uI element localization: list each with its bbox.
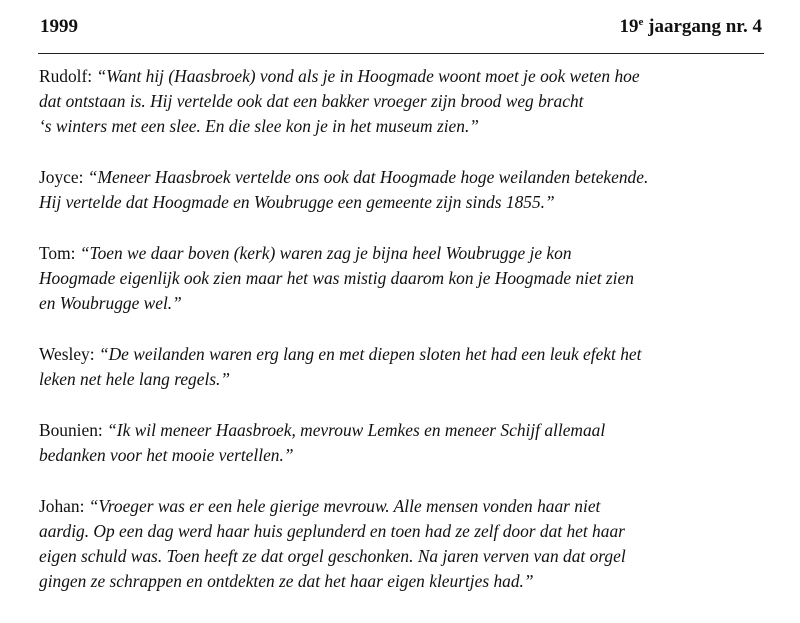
quote-text: “Vroeger was er een hele gierige mevrouw. Alle mensen vonden haar niet xyxy=(88,496,601,516)
header-divider xyxy=(38,53,764,54)
header-year: 1999 xyxy=(40,16,78,37)
speaker-name: Tom: xyxy=(39,243,76,263)
speaker-name: Joyce: xyxy=(39,167,84,187)
quote-line: bedanken voor het mooie vertellen.” xyxy=(39,445,294,465)
quote-line: eigen schuld was. Toen heeft ze dat orgel geschonken. Na jaren verven van dat orgel xyxy=(39,546,626,566)
quote-text: “Want hij (Haasbroek) vond als je in Hoogmade woont moet je ook weten hoe xyxy=(96,66,640,86)
quote-paragraph-bounien xyxy=(39,418,779,468)
quote-line: en Woubrugge wel.” xyxy=(39,293,182,313)
quote-line: gingen ze schrappen en ontdekten ze dat het haar eigen kleurtjes had.” xyxy=(39,571,534,591)
quote-text: “Toen we daar boven (kerk) waren zag je bijna heel Woubrugge je kon xyxy=(79,243,572,263)
quote-paragraph-joyce xyxy=(39,165,779,215)
quote-line: Hij vertelde dat Hoogmade en Woubrugge een gemeente zijn sinds 1855.” xyxy=(39,192,555,212)
speaker-name: Wesley: xyxy=(39,344,95,364)
quote-paragraph-tom xyxy=(39,241,779,316)
quote-paragraph-johan xyxy=(39,494,779,594)
quote-line xyxy=(39,494,779,519)
speaker-name: Johan: xyxy=(39,496,85,516)
speaker-name: Bounien: xyxy=(39,420,103,440)
quote-line xyxy=(39,342,779,367)
issue-label: jaargang nr. 4 xyxy=(643,16,762,37)
issue-number: 19 xyxy=(619,16,639,37)
quote-line: Hoogmade eigenlijk ook zien maar het was mistig daarom kon je Hoogmade niet zien xyxy=(39,268,634,288)
header-issue xyxy=(620,14,762,40)
quote-line: leken net hele lang regels.” xyxy=(39,369,231,389)
issue-superscript: e xyxy=(638,16,644,28)
article-body xyxy=(39,64,779,620)
quote-text: “Ik wil meneer Haasbroek, mevrouw Lemkes en meneer Schijf allemaal xyxy=(107,420,606,440)
quote-paragraph-rudolf xyxy=(39,64,779,139)
quote-line xyxy=(39,241,779,266)
quote-line: ‘s winters met een slee. En die slee kon je in het museum zien.” xyxy=(39,116,479,136)
quote-line xyxy=(39,64,779,89)
quote-text: “De weilanden waren erg lang en met diepen sloten het had een leuk efekt het xyxy=(98,344,642,364)
quote-line: dat ontstaan is. Hij vertelde ook dat een bakker vroeger zijn brood weg bracht xyxy=(39,91,584,111)
quote-line xyxy=(39,418,779,443)
quote-line: aardig. Op een dag werd haar huis geplunderd en toen had ze zelf door dat het haar xyxy=(39,521,625,541)
quote-line xyxy=(39,165,779,190)
page-header xyxy=(40,14,762,40)
speaker-name: Rudolf: xyxy=(39,66,93,86)
quote-text: “Meneer Haasbroek vertelde ons ook dat Hoogmade hoge weilanden betekende. xyxy=(87,167,649,187)
quote-paragraph-wesley xyxy=(39,342,779,392)
